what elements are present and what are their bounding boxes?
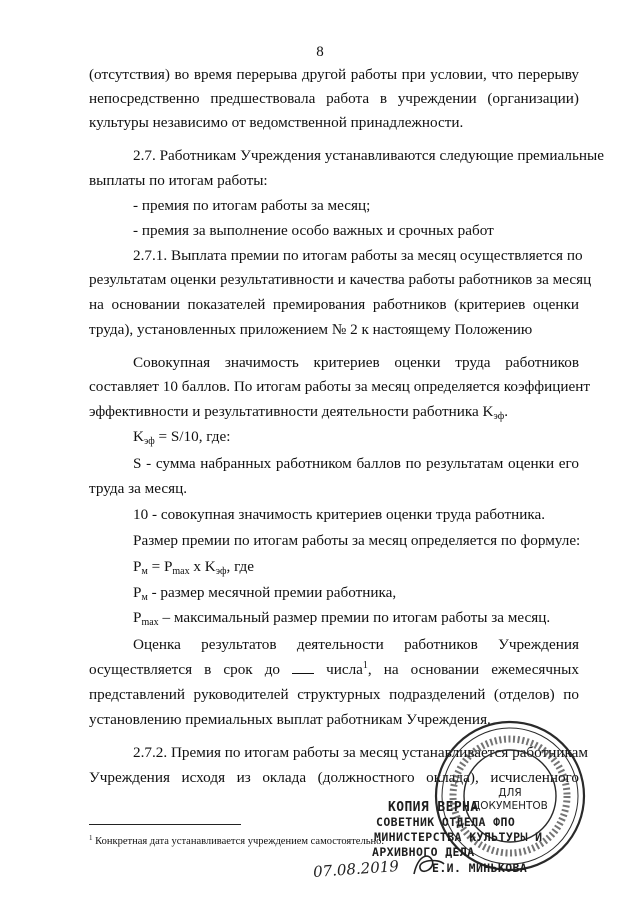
seal-text-1: ДЛЯ xyxy=(498,787,522,799)
text-line: установлению премиальных выплат работникам Учреждения. xyxy=(89,711,491,728)
text-line: 10 - совокупная значимость критериев оценки труда работника. xyxy=(133,506,546,523)
pm-definition: $P_м$ - размер месячной премии работника, xyxy=(133,584,397,603)
text-line: выплаты по итогам работы: xyxy=(89,172,268,189)
footnote-divider xyxy=(89,824,241,825)
cert-ministry: МИНИСТЕРСТВА КУЛЬТУРЫ И xyxy=(374,830,543,844)
handwritten-date: 07.08.2019 xyxy=(312,857,400,881)
text-line: (отсутствия) во время перерыва другой работы при условии, что перерыву xyxy=(89,66,579,83)
text-line: культуры независимо от ведомственной принадлежности. xyxy=(89,114,464,131)
footnote-ref: 1 xyxy=(362,660,368,671)
blank-field xyxy=(292,659,314,674)
formula-p: $P_м = P_{max}$ x $K_{эф}$, где xyxy=(133,558,255,577)
text-line: Учреждения исходя из оклада (должностного оклада), исчисленного xyxy=(89,769,579,786)
page-number: 8 xyxy=(316,44,324,60)
list-item: - премия по итогам работы за месяц; xyxy=(133,197,371,214)
formula-k: $K_{эф} = S/10$, где: xyxy=(133,428,231,447)
text-line: труда за месяц. xyxy=(89,480,188,497)
seal-text-2: ДОКУМЕНТОВ xyxy=(472,800,548,812)
cert-department: АРХИВНОГО ДЕЛА xyxy=(372,845,475,859)
text-line: непосредственно предшествовала работа в учреждении (организации) xyxy=(89,90,579,107)
text-line: осуществляется в срок до числа$^1$, на основании ежемесячных xyxy=(89,660,579,678)
text-line: 2.7.1. Выплата премии по итогам работы за месяц осуществляется по xyxy=(133,247,583,264)
footnote: $^1$ Конкретная дата устанавливается учреждением самостоятельно. xyxy=(89,834,384,847)
signature-icon xyxy=(408,848,448,882)
text-line: 2.7. Работникам Учреждения устанавливаются следующие премиальные xyxy=(133,147,604,164)
cert-copy-true: КОПИЯ ВЕРНА xyxy=(388,800,479,815)
text-line: S - сумма набранных работником баллов по результатам оценки его xyxy=(133,455,579,472)
text-line: результатам оценки результативности и качества работы работников за месяц xyxy=(89,271,592,288)
text-line: на основании показателей премирования работников (критериев оценки xyxy=(89,296,579,313)
text-line: труда), установленных приложением № 2 к настоящему Положению xyxy=(89,321,533,338)
cert-position: СОВЕТНИК ОТДЕЛА ФПО xyxy=(376,815,516,829)
list-item: - премия за выполнение особо важных и срочных работ xyxy=(133,222,494,239)
text-line: эффективности и результативности деятельности работника $K_{эф}$. xyxy=(89,403,509,422)
cert-name: Е.И. МИНЬКОВА xyxy=(432,861,528,875)
text-line: Совокупная значимость критериев оценки труда работников xyxy=(133,354,579,371)
pmax-definition: $P_{max}$ – максимальный размер премии по итогам работы за месяц. xyxy=(133,609,551,628)
text-line: 2.7.2. Премия по итогам работы за месяц устанавливается работникам xyxy=(133,744,588,761)
text-line: составляет 10 баллов. По итогам работы за месяц определяется коэффициент xyxy=(89,378,591,395)
text-line: Оценка результатов деятельности работников Учреждения xyxy=(133,636,579,653)
text-line: Размер премии по итогам работы за месяц определяется по формуле: xyxy=(133,532,581,549)
text-line: представлений руководителей структурных подразделений (отделов) по xyxy=(89,686,579,703)
